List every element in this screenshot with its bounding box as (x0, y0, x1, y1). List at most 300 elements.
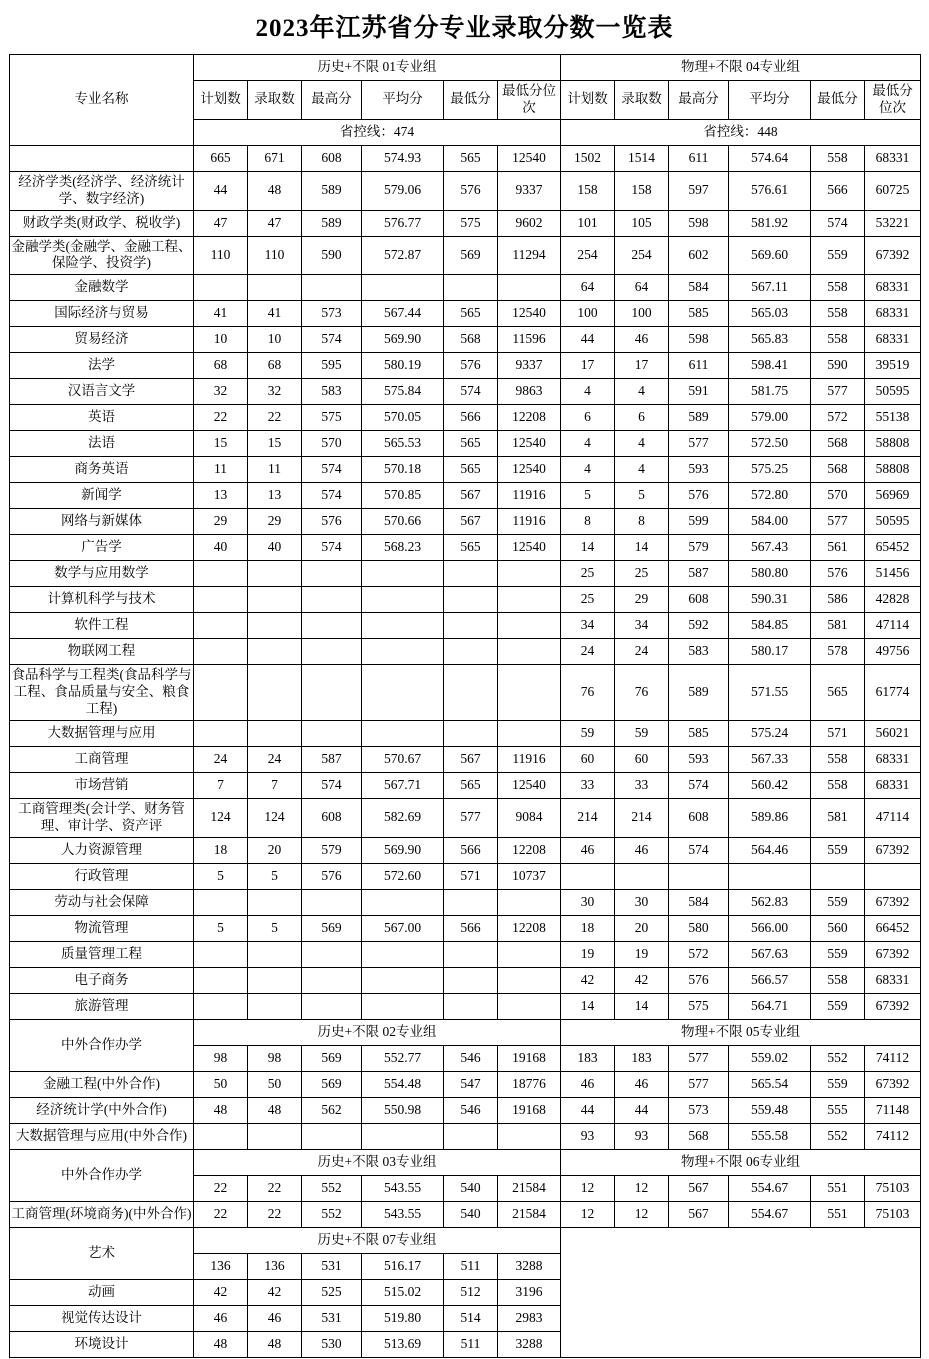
value-right-4: 576 (811, 561, 865, 587)
column-header-right-0: 计划数 (561, 81, 615, 120)
major-name: 新闻学 (10, 483, 194, 509)
value-left-2: 576 (302, 509, 362, 535)
value-right-0: 8 (561, 509, 615, 535)
value-right-1: 14 (615, 993, 669, 1019)
section-2-totals-left-3: 552.77 (362, 1045, 444, 1071)
value-right-3: 565.03 (729, 301, 811, 327)
value-right-0: 24 (561, 639, 615, 665)
section-3-group-row (10, 1149, 921, 1175)
value-left-4: 565 (444, 457, 498, 483)
value-right-1: 20 (615, 915, 669, 941)
value-left-1: 42 (248, 1279, 302, 1305)
value-right-2: 583 (669, 639, 729, 665)
value-left-0: 24 (194, 746, 248, 772)
major-row (10, 798, 921, 837)
value-left-3: 513.69 (362, 1331, 444, 1357)
value-left-1: 48 (248, 171, 302, 210)
value-right-4: 558 (811, 327, 865, 353)
value-left-3 (362, 639, 444, 665)
value-right-0: 59 (561, 720, 615, 746)
value-left-1: 48 (248, 1097, 302, 1123)
value-right-0: 46 (561, 1071, 615, 1097)
value-left-2 (302, 889, 362, 915)
major-name: 工商管理 (10, 746, 194, 772)
value-right-4: 559 (811, 837, 865, 863)
value-right-3: 564.46 (729, 837, 811, 863)
value-right-1: 8 (615, 509, 669, 535)
value-left-0: 124 (194, 798, 248, 837)
value-right-2: 575 (669, 993, 729, 1019)
value-left-5 (498, 275, 561, 301)
section-2-totals-left-0: 98 (194, 1045, 248, 1071)
value-right-1: 254 (615, 236, 669, 275)
value-right-2: 602 (669, 236, 729, 275)
value-right-5: 67392 (865, 837, 921, 863)
value-left-3 (362, 889, 444, 915)
value-left-3: 567.00 (362, 915, 444, 941)
value-right-1: 6 (615, 405, 669, 431)
totals-left-2: 608 (302, 145, 362, 171)
totals-right-3: 574.64 (729, 145, 811, 171)
section-2-group-left: 历史+不限 02专业组 (194, 1019, 561, 1045)
value-left-3: 543.55 (362, 1201, 444, 1227)
value-left-4 (444, 561, 498, 587)
value-right-1: 19 (615, 941, 669, 967)
value-left-1 (248, 720, 302, 746)
section-2-group-right: 物理+不限 05专业组 (561, 1019, 921, 1045)
section-3-totals-left-3: 543.55 (362, 1175, 444, 1201)
value-right-4 (811, 863, 865, 889)
value-left-4: 565 (444, 535, 498, 561)
value-right-4: 572 (811, 405, 865, 431)
value-left-5 (498, 561, 561, 587)
value-left-3: 575.84 (362, 379, 444, 405)
value-left-5: 11916 (498, 746, 561, 772)
value-left-0: 18 (194, 837, 248, 863)
value-left-2: 583 (302, 379, 362, 405)
major-name: 法语 (10, 431, 194, 457)
value-left-2: 587 (302, 746, 362, 772)
value-right-3: 569.60 (729, 236, 811, 275)
value-right-2: 574 (669, 772, 729, 798)
value-right-0: 60 (561, 746, 615, 772)
value-left-1: 50 (248, 1071, 302, 1097)
value-left-5: 11916 (498, 483, 561, 509)
value-right-0: 4 (561, 379, 615, 405)
value-left-3: 582.69 (362, 798, 444, 837)
value-left-2: 574 (302, 457, 362, 483)
value-right-5: 68331 (865, 327, 921, 353)
value-right-0: 30 (561, 889, 615, 915)
value-left-5 (498, 941, 561, 967)
column-header-right-3: 平均分 (729, 81, 811, 120)
value-right-0: 6 (561, 405, 615, 431)
section-2-totals-left-1: 98 (248, 1045, 302, 1071)
value-left-0: 32 (194, 379, 248, 405)
value-left-3: 565.53 (362, 431, 444, 457)
value-right-5: 67392 (865, 941, 921, 967)
value-right-3: 575.24 (729, 720, 811, 746)
value-right-4: 568 (811, 457, 865, 483)
value-right-0: 93 (561, 1123, 615, 1149)
value-left-0 (194, 1123, 248, 1149)
value-right-5: 58808 (865, 457, 921, 483)
value-left-4 (444, 941, 498, 967)
value-left-2: 573 (302, 301, 362, 327)
section-3-label: 中外合作办学 (10, 1149, 194, 1201)
value-left-4: 547 (444, 1071, 498, 1097)
value-right-2: 567 (669, 1201, 729, 1227)
value-left-2 (302, 639, 362, 665)
value-left-3: 580.19 (362, 353, 444, 379)
value-left-4: 546 (444, 1097, 498, 1123)
value-right-1: 4 (615, 431, 669, 457)
value-right-5: 67392 (865, 1071, 921, 1097)
section-4-blank-right (561, 1227, 921, 1357)
value-right-4: 551 (811, 1201, 865, 1227)
value-right-4: 559 (811, 941, 865, 967)
value-left-5: 12208 (498, 837, 561, 863)
value-left-1 (248, 275, 302, 301)
value-right-3: 579.00 (729, 405, 811, 431)
major-name: 财政学类(财政学、税收学) (10, 210, 194, 236)
value-left-3 (362, 993, 444, 1019)
major-name: 广告学 (10, 535, 194, 561)
value-right-4: 559 (811, 889, 865, 915)
value-left-1: 41 (248, 301, 302, 327)
major-row (10, 236, 921, 275)
value-left-5: 9084 (498, 798, 561, 837)
value-left-0: 40 (194, 535, 248, 561)
value-right-4: 565 (811, 665, 865, 721)
major-name: 人力资源管理 (10, 837, 194, 863)
section-2-totals-right-5: 74112 (865, 1045, 921, 1071)
value-left-5: 12540 (498, 431, 561, 457)
value-right-3: 566.57 (729, 967, 811, 993)
value-right-2: 611 (669, 353, 729, 379)
value-left-4: 577 (444, 798, 498, 837)
major-row (10, 967, 921, 993)
value-left-3: 579.06 (362, 171, 444, 210)
value-right-3: 564.71 (729, 993, 811, 1019)
major-name: 国际经济与贸易 (10, 301, 194, 327)
value-left-0 (194, 561, 248, 587)
major-row (10, 665, 921, 721)
major-row (10, 379, 921, 405)
value-left-1: 5 (248, 863, 302, 889)
value-right-0: 44 (561, 327, 615, 353)
value-left-4: 576 (444, 171, 498, 210)
value-right-3: 589.86 (729, 798, 811, 837)
value-left-2: 574 (302, 483, 362, 509)
value-left-3: 572.87 (362, 236, 444, 275)
totals-right-2: 611 (669, 145, 729, 171)
value-left-2: 530 (302, 1331, 362, 1357)
value-left-3 (362, 587, 444, 613)
value-left-1 (248, 561, 302, 587)
value-right-2: 584 (669, 275, 729, 301)
value-left-1: 124 (248, 798, 302, 837)
value-right-4: 558 (811, 772, 865, 798)
value-left-3 (362, 561, 444, 587)
value-right-3: 571.55 (729, 665, 811, 721)
major-row (10, 457, 921, 483)
value-right-4: 568 (811, 431, 865, 457)
value-left-2: 579 (302, 837, 362, 863)
major-row (10, 915, 921, 941)
value-left-1: 22 (248, 405, 302, 431)
value-right-1: 34 (615, 613, 669, 639)
totals-left-1: 671 (248, 145, 302, 171)
value-left-5: 12540 (498, 301, 561, 327)
value-right-0: 17 (561, 353, 615, 379)
major-row (10, 889, 921, 915)
value-right-1: 46 (615, 327, 669, 353)
value-left-1: 110 (248, 236, 302, 275)
value-left-1 (248, 889, 302, 915)
value-right-0: 214 (561, 798, 615, 837)
totals-right-1: 1514 (615, 145, 669, 171)
value-left-5: 11596 (498, 327, 561, 353)
value-left-5: 9337 (498, 353, 561, 379)
value-right-1: 42 (615, 967, 669, 993)
value-left-0: 68 (194, 353, 248, 379)
section-4-totals-left-0: 136 (194, 1253, 248, 1279)
value-left-4 (444, 720, 498, 746)
value-left-4: 567 (444, 483, 498, 509)
value-right-4: 559 (811, 236, 865, 275)
major-name: 贸易经济 (10, 327, 194, 353)
value-right-1: 60 (615, 746, 669, 772)
table-header-group-row (10, 55, 921, 81)
value-left-0: 48 (194, 1331, 248, 1357)
value-left-1: 15 (248, 431, 302, 457)
section-4-totals-left-1: 136 (248, 1253, 302, 1279)
major-name: 数学与应用数学 (10, 561, 194, 587)
totals-left-5: 12540 (498, 145, 561, 171)
value-right-1: 46 (615, 837, 669, 863)
value-left-5: 18776 (498, 1071, 561, 1097)
value-left-2: 570 (302, 431, 362, 457)
value-right-0: 14 (561, 535, 615, 561)
value-right-5: 68331 (865, 772, 921, 798)
value-left-2: 574 (302, 327, 362, 353)
section-4-totals-left-5: 3288 (498, 1253, 561, 1279)
major-row (10, 405, 921, 431)
value-right-3: 581.92 (729, 210, 811, 236)
value-left-2 (302, 275, 362, 301)
major-row (10, 509, 921, 535)
value-left-4: 511 (444, 1331, 498, 1357)
section-4-totals-left-2: 531 (302, 1253, 362, 1279)
value-left-0: 29 (194, 509, 248, 535)
value-left-1: 32 (248, 379, 302, 405)
value-left-1: 7 (248, 772, 302, 798)
value-left-1 (248, 967, 302, 993)
column-header-right-2: 最高分 (669, 81, 729, 120)
value-right-2: 576 (669, 483, 729, 509)
page-title: 2023年江苏省分专业录取分数一览表 (255, 15, 674, 42)
value-left-5 (498, 1123, 561, 1149)
value-right-3: 572.80 (729, 483, 811, 509)
value-left-2: 569 (302, 915, 362, 941)
value-left-3: 576.77 (362, 210, 444, 236)
section-2-totals-left-4: 546 (444, 1045, 498, 1071)
value-right-5: 67392 (865, 889, 921, 915)
value-left-2 (302, 665, 362, 721)
major-row (10, 941, 921, 967)
value-left-0: 15 (194, 431, 248, 457)
major-row (10, 1123, 921, 1149)
major-name: 汉语言文学 (10, 379, 194, 405)
value-left-3 (362, 613, 444, 639)
value-right-1: 105 (615, 210, 669, 236)
value-right-1: 214 (615, 798, 669, 837)
value-left-5: 12540 (498, 457, 561, 483)
value-left-3: 569.90 (362, 837, 444, 863)
column-header-right-1: 录取数 (615, 81, 669, 120)
major-name: 金融工程(中外合作) (10, 1071, 194, 1097)
value-right-4: 555 (811, 1097, 865, 1123)
value-left-1: 20 (248, 837, 302, 863)
section-2-totals-right-2: 577 (669, 1045, 729, 1071)
major-row (10, 535, 921, 561)
major-name: 质量管理工程 (10, 941, 194, 967)
value-left-0 (194, 993, 248, 1019)
value-left-3: 570.67 (362, 746, 444, 772)
value-left-2: 608 (302, 798, 362, 837)
value-left-5: 9602 (498, 210, 561, 236)
value-right-1: 17 (615, 353, 669, 379)
value-right-2: 576 (669, 967, 729, 993)
value-right-2: 589 (669, 665, 729, 721)
value-right-0: 100 (561, 301, 615, 327)
major-row (10, 993, 921, 1019)
value-right-0: 158 (561, 171, 615, 210)
value-right-3: 581.75 (729, 379, 811, 405)
major-name: 劳动与社会保障 (10, 889, 194, 915)
value-left-0: 11 (194, 457, 248, 483)
section-4-group-row (10, 1227, 921, 1253)
value-right-3: 584.85 (729, 613, 811, 639)
major-row (10, 639, 921, 665)
value-right-2: 597 (669, 171, 729, 210)
value-left-1: 22 (248, 1201, 302, 1227)
value-left-2: 589 (302, 210, 362, 236)
value-right-4: 566 (811, 171, 865, 210)
major-name: 市场营销 (10, 772, 194, 798)
value-left-4: 576 (444, 353, 498, 379)
value-left-5: 9863 (498, 379, 561, 405)
value-left-5 (498, 665, 561, 721)
value-right-5: 47114 (865, 798, 921, 837)
value-right-2: 585 (669, 720, 729, 746)
value-left-3: 554.48 (362, 1071, 444, 1097)
major-row (10, 720, 921, 746)
value-left-0 (194, 639, 248, 665)
value-right-2: 608 (669, 587, 729, 613)
value-left-5: 12540 (498, 772, 561, 798)
value-right-3: 590.31 (729, 587, 811, 613)
major-row (10, 1097, 921, 1123)
value-left-1: 29 (248, 509, 302, 535)
control-line-right: 省控线：448 (561, 119, 921, 145)
major-name: 大数据管理与应用 (10, 720, 194, 746)
value-left-0: 22 (194, 405, 248, 431)
value-left-0 (194, 720, 248, 746)
value-right-5: 60725 (865, 171, 921, 210)
value-right-5: 56969 (865, 483, 921, 509)
value-left-4 (444, 889, 498, 915)
value-left-4: 565 (444, 772, 498, 798)
value-left-2 (302, 587, 362, 613)
major-row (10, 210, 921, 236)
value-left-3: 567.44 (362, 301, 444, 327)
value-right-2: 579 (669, 535, 729, 561)
value-right-5: 68331 (865, 967, 921, 993)
value-right-3: 559.48 (729, 1097, 811, 1123)
section-3-totals-right-0: 12 (561, 1175, 615, 1201)
value-left-3: 515.02 (362, 1279, 444, 1305)
section-3-totals-right-2: 567 (669, 1175, 729, 1201)
section-3-totals-left-4: 540 (444, 1175, 498, 1201)
value-left-0: 44 (194, 171, 248, 210)
value-right-4: 581 (811, 798, 865, 837)
value-left-0: 13 (194, 483, 248, 509)
major-name: 物联网工程 (10, 639, 194, 665)
value-right-4: 559 (811, 1071, 865, 1097)
value-right-0: 12 (561, 1201, 615, 1227)
value-left-3 (362, 1123, 444, 1149)
table-body (10, 55, 921, 1358)
value-right-5: 47114 (865, 613, 921, 639)
value-right-5: 75103 (865, 1201, 921, 1227)
totals-label (10, 145, 194, 171)
value-right-0: 254 (561, 236, 615, 275)
value-right-4: 558 (811, 275, 865, 301)
value-left-2: 552 (302, 1201, 362, 1227)
section-2-totals-left-5: 19168 (498, 1045, 561, 1071)
section-3-totals-right-4: 551 (811, 1175, 865, 1201)
value-right-1 (615, 863, 669, 889)
value-right-2: 587 (669, 561, 729, 587)
major-row (10, 171, 921, 210)
section-4-totals-left-4: 511 (444, 1253, 498, 1279)
value-left-4: 566 (444, 837, 498, 863)
value-right-2: 580 (669, 915, 729, 941)
value-right-2: 577 (669, 431, 729, 457)
major-name: 工商管理类(会计学、财务管理、审计学、资产评 (10, 798, 194, 837)
value-right-4: 559 (811, 993, 865, 1019)
column-header-major: 专业名称 (10, 55, 194, 146)
column-header-left-2: 最高分 (302, 81, 362, 120)
value-left-5: 19168 (498, 1097, 561, 1123)
major-row (10, 353, 921, 379)
value-left-5: 2983 (498, 1305, 561, 1331)
value-right-4: 571 (811, 720, 865, 746)
value-right-1: 76 (615, 665, 669, 721)
value-right-1: 100 (615, 301, 669, 327)
major-name: 金融数学 (10, 275, 194, 301)
major-name: 网络与新媒体 (10, 509, 194, 535)
major-row (10, 613, 921, 639)
value-right-1: 4 (615, 379, 669, 405)
value-left-0: 5 (194, 915, 248, 941)
value-right-1: 4 (615, 457, 669, 483)
major-name: 商务英语 (10, 457, 194, 483)
column-header-left-3: 平均分 (362, 81, 444, 120)
value-left-3: 570.18 (362, 457, 444, 483)
